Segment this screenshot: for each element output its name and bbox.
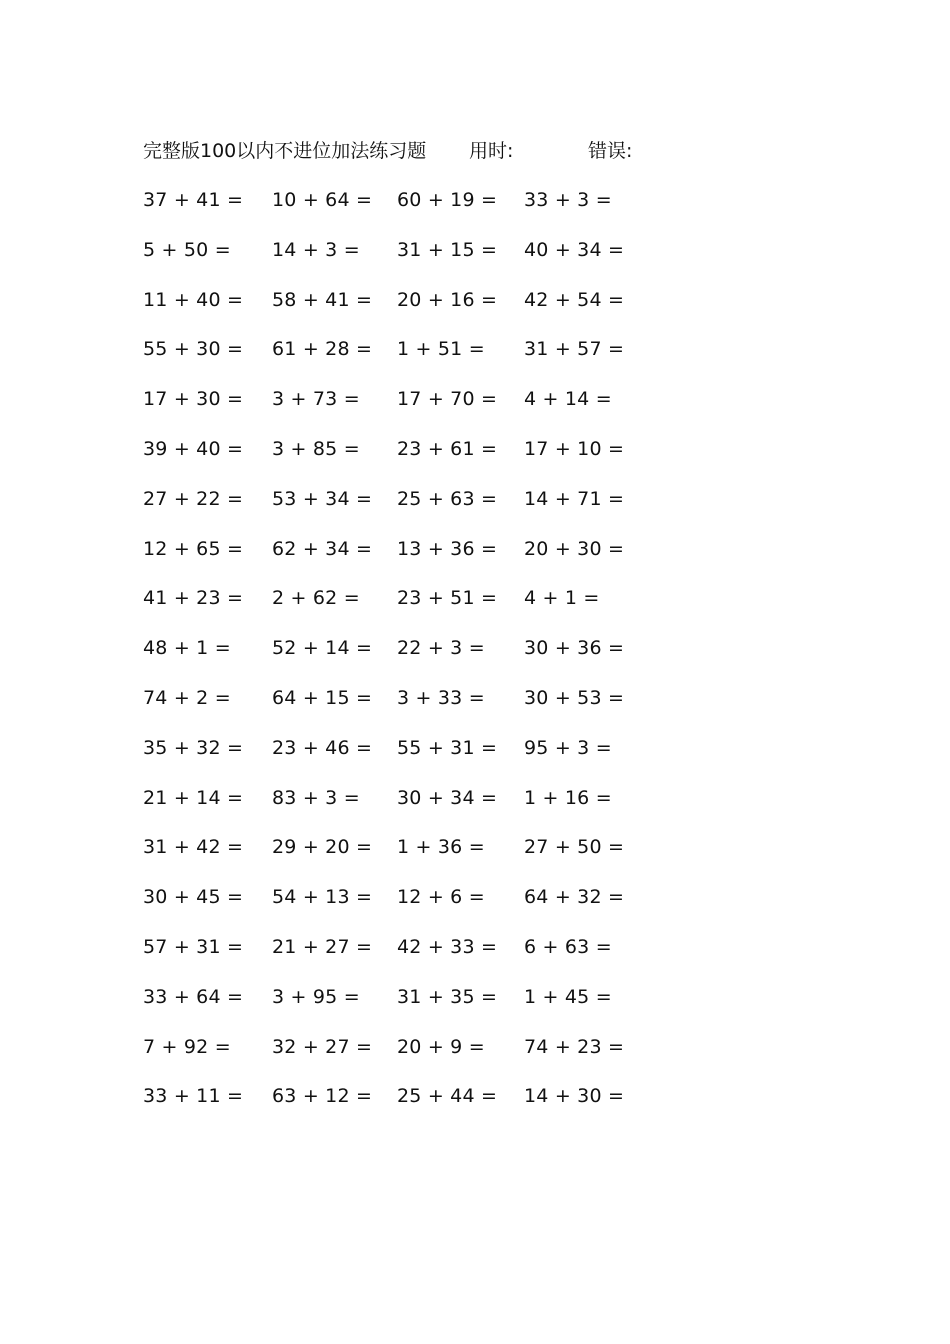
addition-problem: 1 + 51 =	[397, 338, 485, 361]
addition-problem: 12 + 65 =	[143, 537, 244, 560]
addition-problem: 27 + 22 =	[143, 487, 244, 510]
addition-problem: 31 + 35 =	[397, 985, 498, 1008]
addition-problem: 31 + 15 =	[397, 238, 498, 261]
addition-problem: 62 + 34 =	[272, 537, 373, 560]
problem-row	[143, 333, 643, 383]
addition-problem: 4 + 1 =	[524, 587, 600, 610]
addition-problem: 3 + 85 =	[272, 437, 360, 460]
addition-problem: 27 + 50 =	[524, 836, 625, 859]
addition-problem: 37 + 41 =	[143, 189, 244, 211]
problem-grid	[143, 184, 643, 1130]
problem-row	[143, 383, 643, 433]
addition-problem: 3 + 73 =	[272, 388, 360, 411]
problem-row	[143, 483, 643, 533]
addition-problem: 23 + 46 =	[272, 736, 373, 759]
addition-problem: 57 + 31 =	[143, 935, 244, 958]
addition-problem: 55 + 31 =	[397, 736, 498, 759]
addition-problem: 3 + 33 =	[397, 686, 485, 709]
addition-problem: 30 + 45 =	[143, 886, 244, 909]
addition-problem: 23 + 61 =	[397, 437, 498, 460]
addition-problem: 25 + 63 =	[397, 487, 498, 510]
addition-problem: 12 + 6 =	[397, 886, 485, 909]
addition-problem: 13 + 36 =	[397, 537, 498, 560]
addition-problem: 31 + 42 =	[143, 836, 244, 859]
addition-problem: 33 + 11 =	[143, 1085, 244, 1108]
addition-problem: 33 + 3 =	[524, 189, 612, 211]
addition-problem: 29 + 20 =	[272, 836, 373, 859]
addition-problem: 39 + 40 =	[143, 437, 244, 460]
addition-problem: 74 + 2 =	[143, 686, 231, 709]
addition-problem: 1 + 16 =	[524, 786, 612, 809]
problem-row	[143, 234, 643, 284]
addition-problem: 23 + 51 =	[397, 587, 498, 610]
addition-problem: 30 + 53 =	[524, 686, 625, 709]
addition-problem: 74 + 23 =	[524, 1035, 625, 1058]
addition-problem: 41 + 23 =	[143, 587, 244, 610]
addition-problem: 7 + 92 =	[143, 1035, 231, 1058]
addition-problem: 83 + 3 =	[272, 786, 360, 809]
addition-problem: 2 + 62 =	[272, 587, 360, 610]
addition-problem: 61 + 28 =	[272, 338, 373, 361]
addition-problem: 64 + 15 =	[272, 686, 373, 709]
problem-row	[143, 981, 643, 1031]
addition-problem: 17 + 30 =	[143, 388, 244, 411]
error-count-label: 错误:	[588, 140, 633, 162]
addition-problem: 17 + 70 =	[397, 388, 498, 411]
addition-problem: 20 + 16 =	[397, 288, 498, 311]
addition-problem: 40 + 34 =	[524, 238, 625, 261]
addition-problem: 14 + 30 =	[524, 1085, 625, 1108]
problem-row	[143, 284, 643, 334]
addition-problem: 35 + 32 =	[143, 736, 244, 759]
addition-problem: 11 + 40 =	[143, 288, 244, 311]
addition-problem: 30 + 34 =	[397, 786, 498, 809]
problem-row	[143, 1080, 643, 1130]
time-used-label: 用时:	[469, 140, 514, 162]
addition-problem: 33 + 64 =	[143, 985, 244, 1008]
addition-problem: 48 + 1 =	[143, 637, 231, 660]
problem-row	[143, 632, 643, 682]
addition-problem: 30 + 36 =	[524, 637, 625, 660]
problem-row	[143, 184, 643, 234]
addition-problem: 21 + 27 =	[272, 935, 373, 958]
addition-problem: 63 + 12 =	[272, 1085, 373, 1108]
problem-row	[143, 682, 643, 732]
addition-problem: 17 + 10 =	[524, 437, 625, 460]
addition-problem: 25 + 44 =	[397, 1085, 498, 1108]
addition-problem: 42 + 54 =	[524, 288, 625, 311]
addition-problem: 1 + 36 =	[397, 836, 485, 859]
addition-problem: 58 + 41 =	[272, 288, 373, 311]
addition-problem: 14 + 3 =	[272, 238, 360, 261]
addition-problem: 95 + 3 =	[524, 736, 612, 759]
addition-problem: 14 + 71 =	[524, 487, 625, 510]
addition-problem: 6 + 63 =	[524, 935, 612, 958]
problem-row	[143, 831, 643, 881]
problem-row	[143, 782, 643, 832]
addition-problem: 31 + 57 =	[524, 338, 625, 361]
problem-row	[143, 533, 643, 583]
problem-row	[143, 1031, 643, 1081]
addition-problem: 4 + 14 =	[524, 388, 612, 411]
addition-problem: 53 + 34 =	[272, 487, 373, 510]
addition-problem: 54 + 13 =	[272, 886, 373, 909]
addition-problem: 42 + 33 =	[397, 935, 498, 958]
problem-row	[143, 931, 643, 981]
problem-row	[143, 582, 643, 632]
addition-problem: 22 + 3 =	[397, 637, 485, 660]
addition-problem: 21 + 14 =	[143, 786, 244, 809]
addition-problem: 3 + 95 =	[272, 985, 360, 1008]
problem-row	[143, 732, 643, 782]
addition-problem: 32 + 27 =	[272, 1035, 373, 1058]
addition-problem: 20 + 9 =	[397, 1035, 485, 1058]
addition-problem: 64 + 32 =	[524, 886, 625, 909]
addition-problem: 5 + 50 =	[143, 238, 231, 261]
addition-problem: 55 + 30 =	[143, 338, 244, 361]
addition-problem: 60 + 19 =	[397, 189, 498, 211]
addition-problem: 10 + 64 =	[272, 189, 373, 211]
addition-problem: 52 + 14 =	[272, 637, 373, 660]
addition-problem: 20 + 30 =	[524, 537, 625, 560]
addition-problem: 1 + 45 =	[524, 985, 612, 1008]
worksheet-title: 完整版100以内不进位加法练习题	[143, 140, 427, 162]
problem-row	[143, 433, 643, 483]
problem-row	[143, 881, 643, 931]
